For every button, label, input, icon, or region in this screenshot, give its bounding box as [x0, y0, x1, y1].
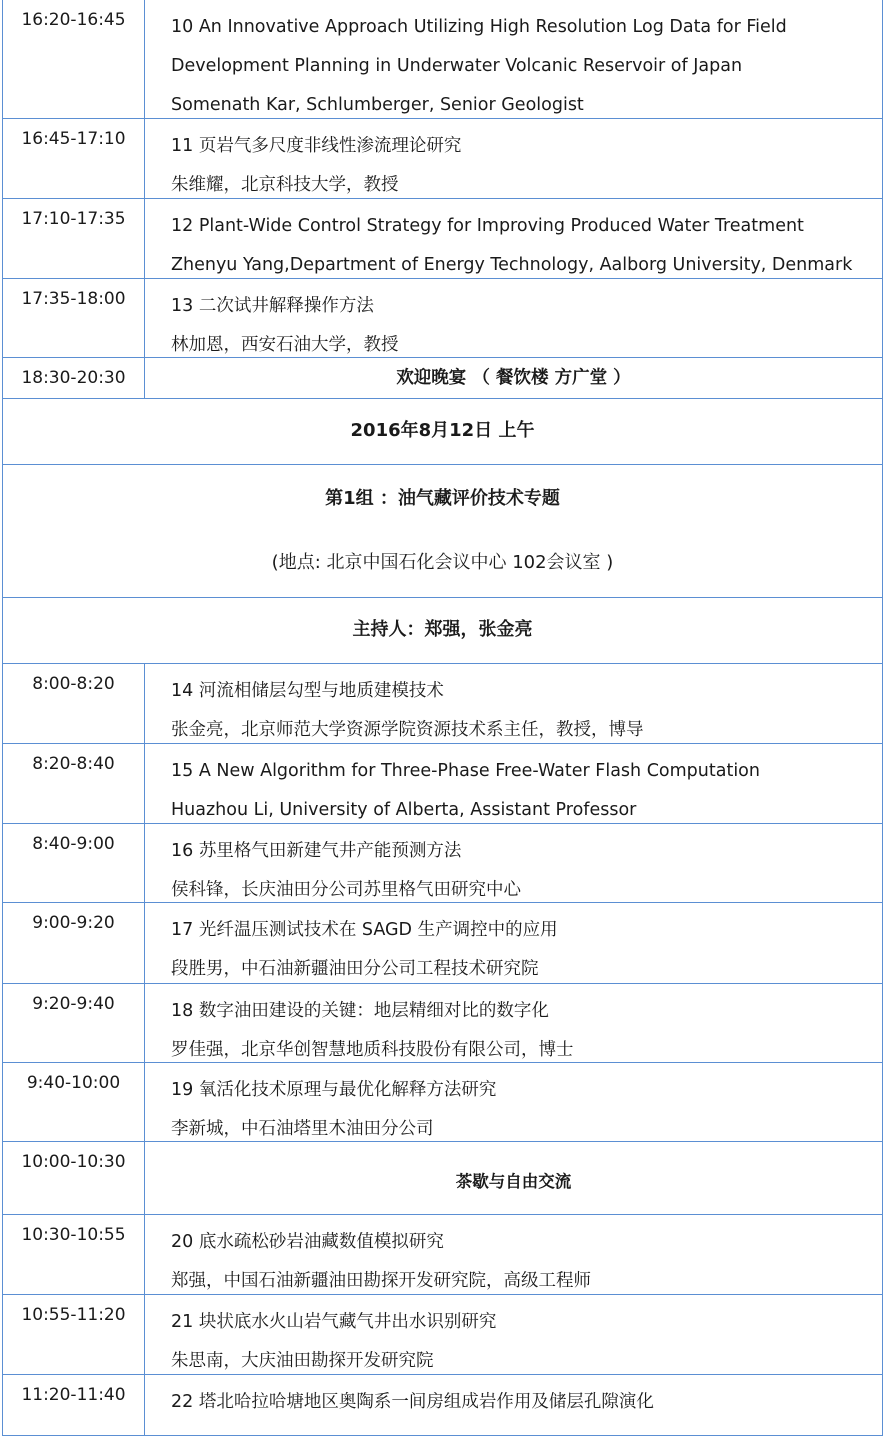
schedule-row — [2, 598, 883, 664]
time-cell: 9:40-10:00 — [3, 1063, 145, 1141]
event-label: 欢迎晚宴 （ 餐饮楼 方广堂 ） — [396, 368, 631, 388]
time-cell: 11:20-11:40 — [3, 1375, 145, 1435]
content-cell — [145, 1063, 882, 1149]
talk-title: 15 A New Algorithm for Three-Phase Free-Water Flash Computation — [171, 761, 760, 781]
time-cell: 17:35-18:00 — [3, 279, 145, 357]
speaker-line: Huazhou Li, University of Alberta, Assistant Professor — [171, 800, 637, 820]
session-heading — [3, 465, 882, 577]
speaker-line: 朱思南，大庆油田勘探开发研究院 — [171, 1351, 434, 1371]
time-cell: 16:20-16:45 — [3, 0, 145, 118]
talk-title: 22 塔北哈拉哈塘地区奥陶系一间房组成岩作用及储层孔隙演化 — [171, 1392, 654, 1412]
time-cell: 10:00-10:30 — [3, 1142, 145, 1214]
content-cell — [145, 1215, 882, 1301]
schedule-row — [2, 984, 883, 1063]
content-cell — [145, 1375, 882, 1422]
speaker-line: 郑强，中国石油新疆油田勘探开发研究院，高级工程师 — [171, 1271, 591, 1291]
time-cell: 8:40-9:00 — [3, 824, 145, 902]
time-cell: 9:00-9:20 — [3, 903, 145, 983]
time-cell: 10:30-10:55 — [3, 1215, 145, 1294]
section-heading — [3, 598, 882, 662]
content-cell — [145, 984, 882, 1070]
time-cell: 17:10-17:35 — [3, 199, 145, 278]
time-cell: 10:55-11:20 — [3, 1295, 145, 1374]
content-cell — [145, 1142, 882, 1192]
schedule-row — [2, 1375, 883, 1436]
time-cell: 18:30-20:30 — [3, 358, 145, 398]
schedule-table — [2, 0, 883, 1436]
schedule-row — [2, 664, 883, 744]
speaker-line: Development Planning in Underwater Volcanic Reservoir of Japan — [171, 56, 743, 76]
talk-title: 16 苏里格气田新建气井产能预测方法 — [171, 841, 462, 861]
content-cell — [145, 664, 882, 750]
schedule-row — [2, 1142, 883, 1215]
time-cell: 9:20-9:40 — [3, 984, 145, 1062]
schedule-row — [2, 399, 883, 465]
content-cell — [145, 358, 882, 399]
schedule-row — [2, 358, 883, 399]
session-title: 第1组 ：油气藏评价技术专题 — [325, 488, 560, 509]
time-cell: 8:20-8:40 — [3, 744, 145, 823]
content-cell — [145, 119, 882, 205]
talk-title: 10 An Innovative Approach Utilizing High Resolution Log Data for Field — [171, 17, 787, 37]
talk-title: 19 氧活化技术原理与最优化解释方法研究 — [171, 1080, 497, 1100]
break-label: 茶歇与自由交流 — [455, 1172, 572, 1191]
time-cell: 16:45-17:10 — [3, 119, 145, 198]
content-cell — [145, 199, 882, 285]
talk-title: 17 光纤温压测试技术在 SAGD 生产调控中的应用 — [171, 920, 558, 940]
schedule-row — [2, 199, 883, 279]
schedule-row — [2, 1063, 883, 1142]
content-cell — [145, 1295, 882, 1381]
content-cell — [145, 824, 882, 910]
talk-title: 18 数字油田建设的关键：地层精细对比的数字化 — [171, 1001, 549, 1021]
schedule-row — [2, 0, 883, 119]
content-cell — [145, 0, 882, 125]
schedule-row — [2, 824, 883, 903]
speaker-line: 段胜男，中石油新疆油田分公司工程技术研究院 — [171, 959, 539, 979]
schedule-row — [2, 744, 883, 824]
schedule-row — [2, 279, 883, 358]
talk-title: 12 Plant-Wide Control Strategy for Improving Produced Water Treatment — [171, 216, 804, 236]
schedule-row — [2, 1215, 883, 1295]
schedule-row — [2, 903, 883, 984]
talk-title: 11 页岩气多尺度非线性渗流理论研究 — [171, 136, 462, 156]
speaker-line: 张金亮，北京师范大学资源学院资源技术系主任，教授，博导 — [171, 720, 644, 740]
talk-title: 14 河流相储层勾型与地质建模技术 — [171, 681, 444, 701]
content-cell — [145, 903, 882, 989]
speaker-line: Somenath Kar, Schlumberger, Senior Geologist — [171, 95, 584, 115]
section-heading — [3, 399, 882, 463]
speaker-line: 朱维耀，北京科技大学，教授 — [171, 175, 399, 195]
speaker-line: Zhenyu Yang,Department of Energy Technology, Aalborg University, Denmark — [171, 255, 853, 275]
content-cell — [145, 279, 882, 365]
section-heading-text: 主持人：郑强，张金亮 — [352, 619, 533, 640]
content-cell — [145, 744, 882, 830]
speaker-line: 李新城，中石油塔里木油田分公司 — [171, 1119, 434, 1139]
speaker-line: 林加恩，西安石油大学，教授 — [171, 335, 399, 355]
talk-title: 21 块状底水火山岩气藏气井出水识别研究 — [171, 1312, 497, 1332]
section-heading-text: 2016年8月12日 上午 — [350, 420, 535, 441]
speaker-line: 罗佳强，北京华创智慧地质科技股份有限公司，博士 — [171, 1040, 574, 1060]
session-location: (地点: 北京中国石化会议中心 102会议室 ) — [271, 552, 614, 573]
talk-title: 20 底水疏松砂岩油藏数值模拟研究 — [171, 1232, 444, 1252]
schedule-row — [2, 119, 883, 199]
talk-title: 13 二次试井解释操作方法 — [171, 296, 374, 316]
speaker-line: 侯科锋，长庆油田分公司苏里格气田研究中心 — [171, 880, 521, 900]
schedule-row — [2, 465, 883, 598]
schedule-row — [2, 1295, 883, 1375]
time-cell: 8:00-8:20 — [3, 664, 145, 743]
